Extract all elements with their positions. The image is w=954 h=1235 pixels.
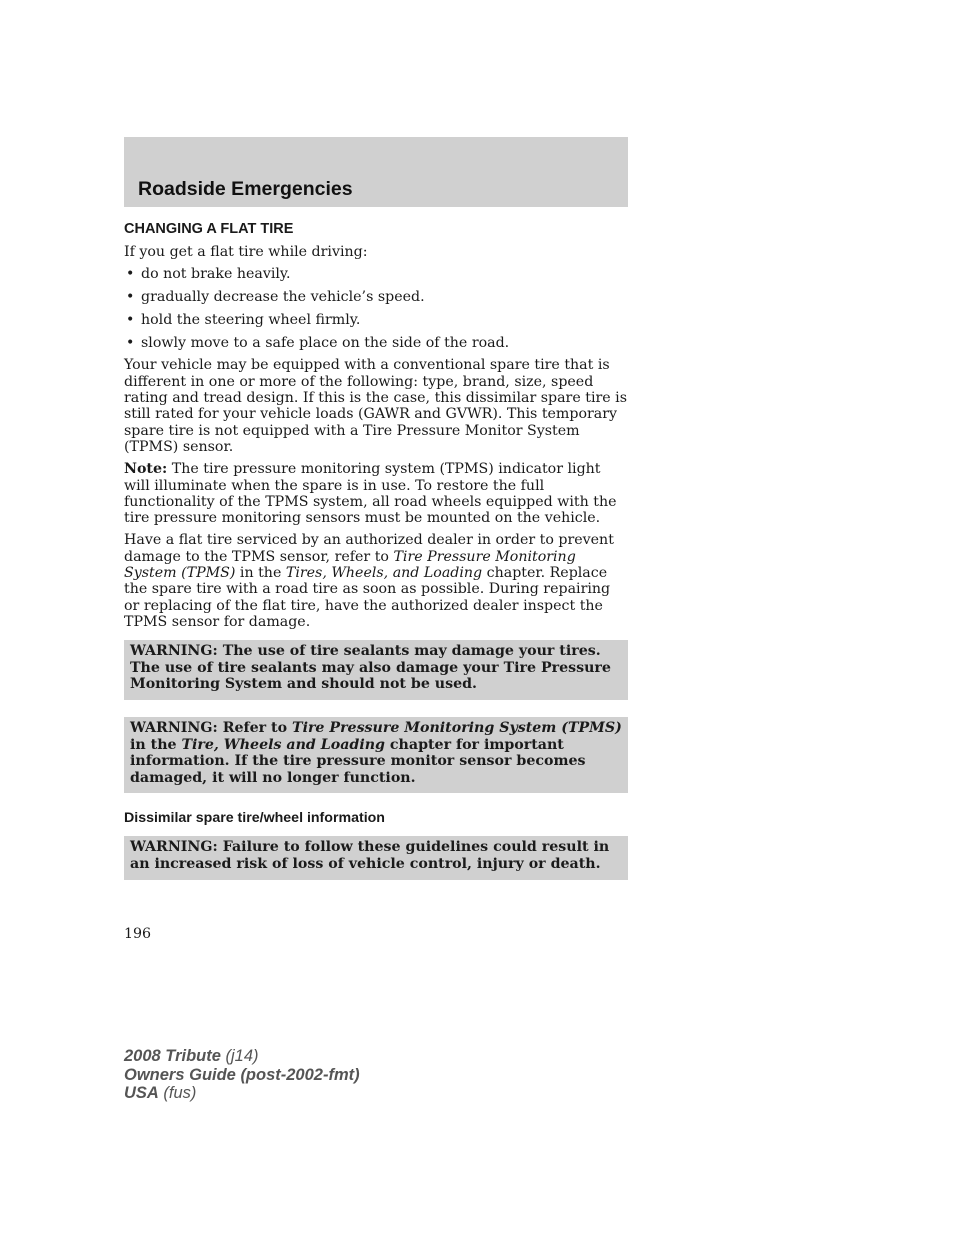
footer-line [124, 1084, 360, 1103]
note-paragraph [124, 461, 628, 526]
cross-reference: Tire, Wheels and Loading [181, 736, 385, 753]
warning-text: WARNING: The use of tire sealants may damage your tires. The use of tire sealants may also damage your Tire Pressure Monitoring System and should not be used. [130, 643, 611, 693]
footer-model: 2008 Tribute [124, 1047, 221, 1065]
subsection-heading: Dissimilar spare tire/wheel information [124, 810, 385, 827]
list-item-text: slowly move to a safe place on the side of the road. [141, 334, 510, 351]
bullet-icon: • [126, 334, 135, 351]
text-run: Have a flat tire serviced by an authorized dealer in order to prevent damage to the TPMS sensor, refer to [124, 532, 614, 565]
text-run: chapter. Replace the spare tire with a road tire as soon as possible. During repairing or replacing of the flat tire, have the authorized dealer inspect the TPMS sensor for damage. [124, 565, 611, 630]
service-paragraph [124, 532, 628, 630]
list-item-text: do not brake heavily. [141, 266, 291, 283]
main-content [124, 220, 628, 897]
bullet-icon: • [126, 266, 135, 283]
list-item [124, 289, 628, 305]
cross-reference: Tires, Wheels, and Loading [285, 565, 483, 582]
list-item [124, 335, 628, 351]
spare-tire-paragraph: Your vehicle may be equipped with a conventional spare tire that is different in one or more of the following: type, brand, size, speed rating and tread design. If this is the case, this dissimilar spare tire is still rated for your vehicle loads (GAWR and GVWR). This temporary spare tire is not equipped with a Tire Pressure Monitor System (TPMS) sensor. [124, 357, 627, 455]
bullet-icon: • [126, 311, 135, 328]
bullet-list [124, 266, 628, 351]
intro-paragraph: If you get a flat tire while driving: [124, 244, 368, 260]
page-number: 196 [124, 926, 152, 942]
list-item [124, 312, 628, 328]
warning-text: WARNING: Failure to follow these guidelines could result in an increased risk of loss of vehicle control, injury or death. [130, 839, 610, 872]
note-label: Note: [124, 461, 168, 478]
document-footer [124, 1047, 360, 1103]
cross-reference: Tire Pressure Monitoring System (TPMS) [292, 720, 622, 737]
page-section-title: Roadside Emergencies [138, 178, 353, 200]
warning-text: chapter for important information. If the tire pressure monitor sensor becomes damaged, it will no longer function. [130, 736, 586, 786]
list-item-text: gradually decrease the vehicle’s speed. [141, 289, 425, 306]
footer-market: USA [124, 1084, 159, 1102]
footer-line: Owners Guide (post-2002-fmt) [124, 1065, 360, 1084]
footer-line [124, 1047, 360, 1066]
footer-code: (fus) [158, 1084, 197, 1102]
warning-box [124, 836, 628, 879]
cross-reference: Tire Pressure Monitoring System (TPMS) [124, 548, 576, 582]
text-run: in the [235, 565, 286, 582]
warning-text: WARNING: Refer to [130, 720, 293, 737]
list-item-text: hold the steering wheel firmly. [141, 311, 361, 328]
note-text: The tire pressure monitoring system (TPMS) indicator light will illuminate when the spare is in use. To restore the full functionality of the TPMS system, all road wheels equipped with the tire pressure monitoring sensors must be mounted on the vehicle. [124, 461, 617, 527]
warning-box [124, 717, 628, 793]
section-header-band [124, 137, 628, 207]
bullet-icon: • [126, 289, 135, 306]
warning-text: in the [130, 736, 182, 753]
warning-box [124, 640, 628, 700]
section-heading: CHANGING A FLAT TIRE [124, 221, 294, 237]
footer-code: (j14) [220, 1047, 259, 1065]
list-item [124, 266, 628, 282]
